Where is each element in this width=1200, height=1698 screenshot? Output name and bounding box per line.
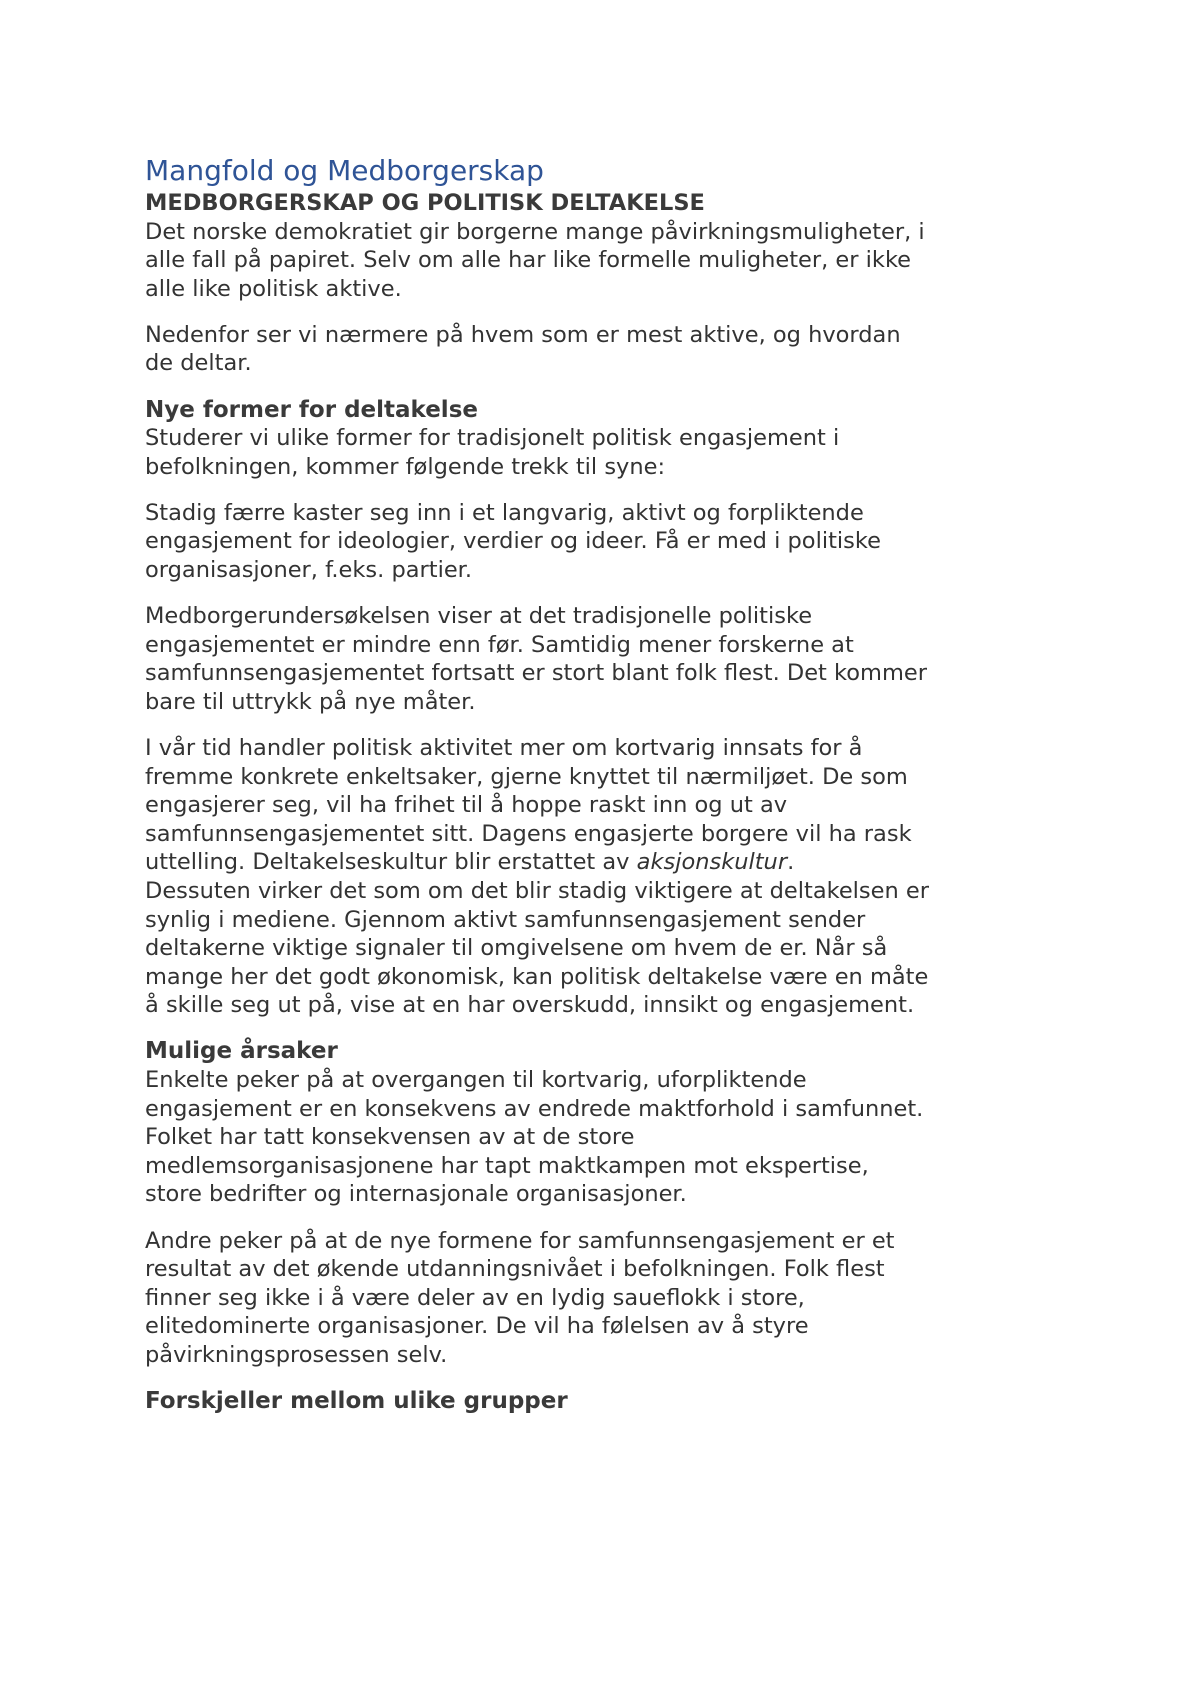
section-heading: MEDBORGERSKAP OG POLITISK DELTAKELSE — [145, 190, 705, 216]
paragraph-line: I vår tid handler politisk aktivitet mer om kortvarig innsats for å — [145, 735, 863, 761]
paragraph-line: Studerer vi ulike former for tradisjonelt politisk engasjement i — [145, 425, 840, 452]
paragraph-line: store bedrifter og internasjonale organisasjoner. — [145, 1181, 687, 1208]
paragraph-line: befolkningen, kommer følgende trekk til syne: — [145, 453, 666, 480]
emphasis-text: aksjonskultur — [636, 849, 788, 876]
paragraph-line: bare til uttrykk på nye måter. — [145, 688, 476, 715]
text: uttelling. Deltakelseskultur blir erstattet av — [145, 849, 637, 876]
paragraph-line: organisasjoner, f.eks. partier. — [145, 557, 473, 584]
paragraph-line: Nedenfor ser vi nærmere på hvem som er mest aktive, og hvordan — [145, 321, 901, 348]
paragraph-line: samfunnsengasjementet fortsatt er stort blant folk flest. Det kommer — [145, 660, 927, 687]
paragraph-line: påvirkningsprosessen selv. — [145, 1341, 448, 1368]
paragraph-line: engasjement er en konsekvens av endrede maktforhold i samfunnet. — [145, 1095, 924, 1122]
text: . — [787, 849, 795, 876]
paragraph-line: Det norske demokratiet gir borgerne mange påvirkningsmuligheter, i — [145, 218, 925, 245]
paragraph — [145, 424, 1075, 481]
paragraph-line: Enkelte peker på at overgangen til kortvarig, uforpliktende — [145, 1067, 807, 1094]
paragraph-line: mange her det godt økonomisk, kan politisk deltakelse være en måte — [145, 963, 929, 990]
paragraph-line — [145, 848, 1075, 877]
paragraph-line: de deltar. — [145, 350, 252, 377]
paragraph-line: medlemsorganisasjonene har tapt maktkampen mot ekspertise, — [145, 1152, 869, 1179]
subheading: Mulige årsaker — [145, 1038, 338, 1065]
paragraph-line: alle fall på papiret. Selv om alle har like formelle muligheter, er ikke — [145, 247, 912, 274]
paragraph-line: engasjerer seg, vil ha frihet til å hoppe raskt inn og ut av — [145, 792, 788, 819]
paragraph-line: Stadig færre kaster seg inn i et langvarig, aktivt og forpliktende — [145, 499, 864, 526]
paragraph-line: elitedominerte organisasjoner. De vil ha følelsen av å styre — [145, 1313, 809, 1340]
paragraph — [145, 602, 1075, 716]
paragraph-line: engasjement for ideologier, verdier og ideer. Få er med i politiske — [145, 528, 881, 555]
subheading: Nye former for deltakelse — [145, 396, 478, 423]
paragraph-line: Folket har tatt konsekvensen av at de store — [145, 1124, 635, 1151]
paragraph — [145, 321, 1075, 378]
paragraph — [145, 734, 1075, 1020]
paragraph-line: samfunnsengasjementet sitt. Dagens engasjerte borgere vil ha rask — [145, 820, 912, 847]
paragraph-line: finner seg ikke i å være deler av en lydig saueflokk i store, — [145, 1284, 805, 1311]
paragraph-line: Dessuten virker det som om det blir stadig viktigere at deltakelsen er — [145, 877, 930, 904]
document-page — [145, 153, 1075, 1416]
paragraph-line: fremme konkrete enkeltsaker, gjerne knyttet til nærmiljøet. De som — [145, 763, 908, 790]
paragraph — [145, 1227, 1075, 1370]
paragraph-line: Medborgerundersøkelsen viser at det tradisjonelle politiske — [145, 603, 813, 630]
paragraph-line: alle like politisk aktive. — [145, 275, 402, 302]
document-title: Mangfold og Medborgerskap — [145, 154, 544, 187]
paragraph-line: resultat av det økende utdanningsnivået i befolkningen. Folk flest — [145, 1256, 885, 1283]
paragraph-line: deltakerne viktige signaler til omgivelsene om hvem de er. Når så — [145, 935, 888, 962]
paragraph-line: Andre peker på at de nye formene for samfunnsengasjement er et — [145, 1227, 895, 1254]
subheading: Forskjeller mellom ulike grupper — [145, 1387, 568, 1414]
paragraph-line: å skille seg ut på, vise at en har overskudd, innsikt og engasjement. — [145, 992, 915, 1019]
paragraph — [145, 499, 1075, 585]
paragraph — [145, 218, 1075, 304]
paragraph — [145, 1066, 1075, 1209]
paragraph-line: synlig i mediene. Gjennom aktivt samfunnsengasjement sender — [145, 906, 866, 933]
paragraph-line: engasjementet er mindre enn før. Samtidig mener forskerne at — [145, 631, 854, 658]
